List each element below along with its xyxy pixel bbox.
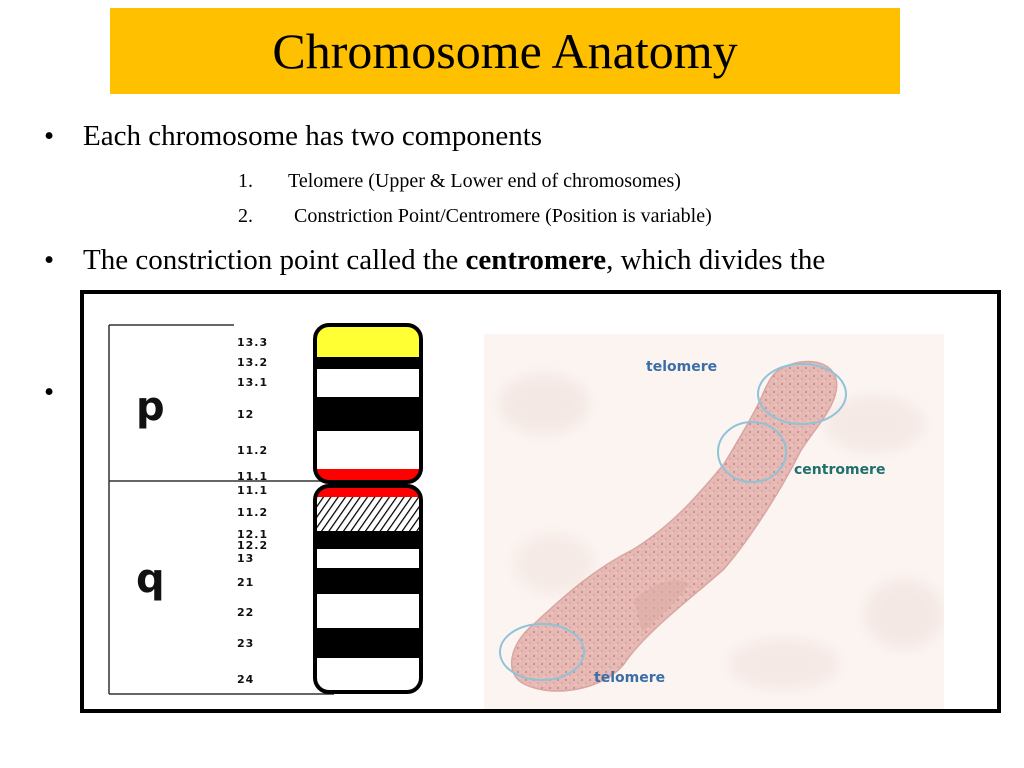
band-label: 13.2 <box>237 356 269 369</box>
centromere-label: centromere <box>794 462 886 478</box>
band-label: 11.2 <box>237 506 269 519</box>
bullet-marker: • <box>44 244 55 276</box>
band-label: 21 <box>237 576 255 589</box>
sub-item-text: Constriction Point/Centromere (Position is variable) <box>294 205 712 227</box>
sub-item-number: 1. <box>238 170 253 192</box>
bullet-components <box>44 120 542 153</box>
sub-item-centromere <box>238 205 712 228</box>
chromosome-figure <box>80 290 1001 713</box>
telomere-bottom-label: telomere <box>594 670 666 686</box>
band-label: 11.2 <box>237 444 269 457</box>
slide-title: Chromosome Anatomy <box>272 23 738 79</box>
sub-item-telomere <box>238 170 681 193</box>
bullet-text-pre: The constriction point called the <box>83 244 466 276</box>
bullet-marker-hidden: • <box>44 376 55 408</box>
band-label: 12.2 <box>237 539 269 552</box>
bullet-text-bold: centromere <box>465 244 607 276</box>
title-banner <box>110 8 900 94</box>
q-arm-label: q <box>136 556 165 602</box>
sub-item-text: Telomere (Upper & Lower end of chromosomes) <box>288 170 681 192</box>
p-arm <box>315 325 421 482</box>
bullet-centromere <box>44 244 825 277</box>
telomere-top-label: telomere <box>646 359 718 375</box>
band-label: 11.1 <box>237 484 269 497</box>
band-label: 13.1 <box>237 376 269 389</box>
band-label: 22 <box>237 606 255 619</box>
bullet-text-post: , which divides the <box>606 244 826 276</box>
band-label: 12.1 <box>237 528 269 541</box>
band-label: 24 <box>237 673 255 686</box>
bullet-marker: • <box>44 120 55 152</box>
q-arm <box>315 486 421 692</box>
chromosome-micrograph <box>484 334 944 709</box>
band-label: 12 <box>237 408 255 421</box>
band-label: 23 <box>237 637 255 650</box>
bullet-text: Each chromosome has two components <box>83 120 543 152</box>
band-label: 13.3 <box>237 336 269 349</box>
p-arm-label: p <box>136 384 165 430</box>
band-label: 13 <box>237 552 255 565</box>
band-label: 11.1 <box>237 470 269 483</box>
sub-item-number: 2. <box>238 205 253 227</box>
